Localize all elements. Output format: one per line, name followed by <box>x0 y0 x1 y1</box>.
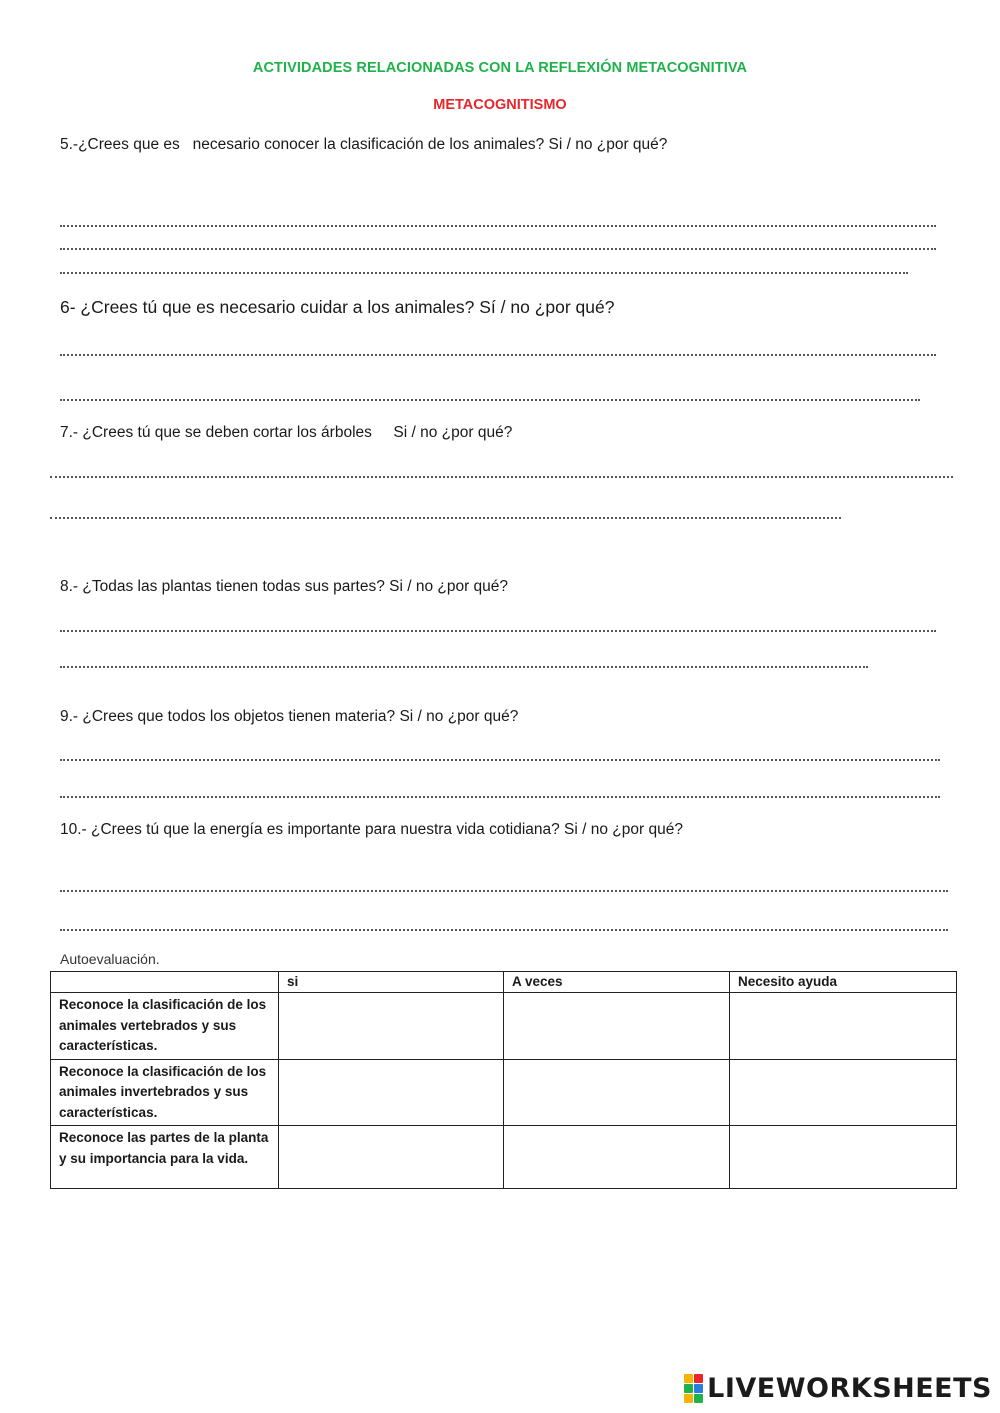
answer-line-7a[interactable] <box>50 476 953 478</box>
header-cell-necesito-ayuda: Necesito ayuda <box>730 972 957 993</box>
table-row <box>51 993 957 1060</box>
answer-cell-si[interactable] <box>279 1059 504 1126</box>
header-cell-a-veces: A veces <box>504 972 730 993</box>
answer-line-5b[interactable] <box>60 248 936 250</box>
criterion-vertebrados: Reconoce la clasificación de los animales vertebrados y sus características. <box>51 993 279 1060</box>
question-8: 8.- ¿Todas las plantas tienen todas sus partes? Si / no ¿por qué? <box>60 578 509 595</box>
logo-cube <box>694 1374 703 1383</box>
logo-cubes-icon <box>684 1374 703 1403</box>
self-eval-table <box>50 971 957 1189</box>
answer-line-5c[interactable] <box>60 272 908 274</box>
answer-cell-a-veces[interactable] <box>504 1059 730 1126</box>
table-row <box>51 1059 957 1126</box>
answer-cell-necesito-ayuda[interactable] <box>730 1059 957 1126</box>
logo-cube <box>684 1374 693 1383</box>
answer-line-8b[interactable] <box>60 666 868 668</box>
answer-cell-a-veces[interactable] <box>504 1126 730 1189</box>
header-cell-blank <box>51 972 279 993</box>
worksheet-subtitle: METACOGNITISMO <box>433 97 567 113</box>
answer-line-8a[interactable] <box>60 630 936 632</box>
answer-line-9b[interactable] <box>60 796 940 798</box>
question-5: 5.-¿Crees que es necesario conocer la clasificación de los animales? Si / no ¿por qué? <box>60 136 668 153</box>
answer-cell-si[interactable] <box>279 1126 504 1189</box>
answer-line-10b[interactable] <box>60 929 948 931</box>
answer-line-6b[interactable] <box>60 399 920 401</box>
logo-cube <box>684 1394 693 1403</box>
answer-line-5a[interactable] <box>60 225 936 227</box>
logo-cube <box>694 1384 703 1393</box>
answer-line-9a[interactable] <box>60 759 940 761</box>
answer-line-7b[interactable] <box>50 517 841 519</box>
self-eval-header-row <box>51 972 957 993</box>
logo-cube <box>684 1384 693 1393</box>
table-row <box>51 1126 957 1189</box>
self-eval-label: Autoevaluación. <box>60 951 160 967</box>
criterion-plantas: Reconoce las partes de la planta y su importancia para la vida. <box>51 1126 279 1189</box>
answer-cell-necesito-ayuda[interactable] <box>730 993 957 1060</box>
liveworksheets-logo <box>684 1373 992 1403</box>
answer-line-6a[interactable] <box>60 354 936 356</box>
logo-cube <box>694 1394 703 1403</box>
answer-cell-si[interactable] <box>279 993 504 1060</box>
question-7: 7.- ¿Crees tú que se deben cortar los árboles Si / no ¿por qué? <box>60 424 513 441</box>
answer-cell-a-veces[interactable] <box>504 993 730 1060</box>
worksheet-title: ACTIVIDADES RELACIONADAS CON LA REFLEXIÓN METACOGNITIVA <box>252 60 748 76</box>
question-6: 6- ¿Crees tú que es necesario cuidar a los animales? Sí / no ¿por qué? <box>60 297 615 317</box>
criterion-invertebrados: Reconoce la clasificación de los animales invertebrados y sus características. <box>51 1059 279 1126</box>
question-10: 10.- ¿Crees tú que la energía es importante para nuestra vida cotidiana? Si / no ¿por qué? <box>60 821 683 838</box>
answer-line-10a[interactable] <box>60 890 948 892</box>
answer-cell-necesito-ayuda[interactable] <box>730 1126 957 1189</box>
question-9: 9.- ¿Crees que todos los objetos tienen materia? Si / no ¿por qué? <box>60 708 519 725</box>
logo-text: LIVEWORKSHEETS <box>707 1372 992 1404</box>
header-cell-si: si <box>279 972 504 993</box>
